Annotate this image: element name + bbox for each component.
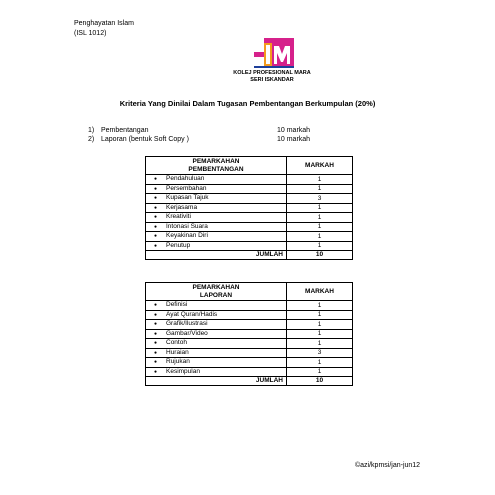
criterion-label: [146, 310, 287, 320]
table-row: [146, 348, 353, 358]
criterion-label: [146, 175, 287, 185]
college-name-line2: SERI ISKANDAR: [250, 77, 294, 83]
criterion-label: [146, 232, 287, 242]
course-code: (ISL 1012): [74, 29, 107, 37]
bullet-icon: ●: [154, 242, 158, 249]
criterion-label: [146, 184, 287, 194]
header-line: LAPORAN: [199, 291, 233, 299]
copyright-footer: ©azi/kpmsi/jan-jun12: [355, 462, 421, 469]
table-header-row: [146, 283, 353, 301]
bullet-icon: ●: [154, 195, 158, 201]
criterion-marks: 1: [287, 339, 353, 349]
bullet-icon: ●: [154, 302, 158, 308]
report-marks-table: [145, 282, 353, 386]
table-row: [146, 232, 353, 242]
criterion-label: [146, 329, 287, 339]
table-header-row: [146, 157, 353, 175]
criterion-marks: 1: [287, 203, 353, 213]
criterion-text: Intonasi Suara: [166, 222, 208, 230]
criteria-number: 1): [88, 127, 95, 134]
total-label: JUMLAH: [146, 251, 287, 260]
criterion-label: [146, 301, 287, 311]
table-header-marks: MARKAH: [287, 283, 353, 301]
table-row: [146, 222, 353, 232]
criterion-text: Kerjasama: [166, 203, 198, 211]
table-row: [146, 320, 353, 330]
criterion-marks: 1: [287, 222, 353, 232]
criterion-text: Gambar/Video: [166, 329, 208, 337]
criteria-name: Laporan (bentuk Soft Copy ): [101, 136, 189, 143]
criterion-label: [146, 194, 287, 204]
bullet-icon: ●: [154, 340, 158, 346]
criteria-marks: 10 markah: [277, 136, 311, 143]
criterion-text: Kreativiti: [166, 213, 191, 220]
criterion-marks: 1: [287, 320, 353, 330]
criterion-label: [146, 348, 287, 358]
criterion-text: Pendahuluan: [166, 175, 205, 182]
criterion-marks: 1: [287, 310, 353, 320]
criterion-label: [146, 241, 287, 251]
document-title: Kriteria Yang Dinilai Dalam Tugasan Pembentangan Berkumpulan (20%): [119, 99, 376, 108]
criteria-marks: 10 markah: [277, 127, 311, 134]
bullet-icon: ●: [154, 311, 158, 318]
course-name: Penghayatan Islam: [74, 20, 134, 27]
criterion-label: [146, 367, 287, 377]
total-value: 10: [287, 377, 353, 386]
total-label: JUMLAH: [146, 377, 287, 386]
criterion-text: Rujukan: [166, 358, 190, 365]
bullet-icon: ●: [154, 321, 158, 327]
bullet-icon: ●: [154, 214, 158, 220]
table-row: [146, 367, 353, 377]
table-row: [146, 184, 353, 194]
criterion-label: [146, 203, 287, 213]
criterion-text: Penutup: [166, 241, 191, 249]
table-row: [146, 329, 353, 339]
bullet-icon: ●: [154, 185, 158, 192]
criterion-text: Definisi: [166, 301, 188, 308]
presentation-marks-table: [145, 156, 353, 260]
college-logo: [254, 38, 294, 70]
table-row: [146, 241, 353, 251]
criteria-name: Pembentangan: [101, 127, 149, 134]
criterion-marks: 1: [287, 358, 353, 368]
table-header-category: [146, 283, 287, 301]
criteria-list: [88, 126, 310, 144]
criterion-text: Huraian: [166, 348, 189, 356]
table-row: [146, 203, 353, 213]
table-row: [146, 358, 353, 368]
total-row: [146, 377, 353, 386]
criterion-label: [146, 320, 287, 330]
criteria-number: 2): [88, 136, 95, 143]
criterion-label: [146, 339, 287, 349]
criteria-item: [88, 126, 310, 135]
bullet-icon: ●: [154, 330, 158, 337]
criterion-marks: 1: [287, 241, 353, 251]
criterion-label: [146, 213, 287, 223]
table-row: [146, 175, 353, 185]
college-name: [222, 70, 322, 84]
bullet-icon: ●: [154, 204, 158, 211]
criterion-text: Kesimpulan: [166, 367, 200, 375]
criterion-marks: 1: [287, 184, 353, 194]
criterion-text: Contoh: [166, 339, 187, 346]
table-row: [146, 194, 353, 204]
total-row: [146, 251, 353, 260]
criterion-marks: 1: [287, 175, 353, 185]
header-line: PEMARKAHAN: [192, 158, 240, 165]
criterion-marks: 1: [287, 213, 353, 223]
criterion-marks: 3: [287, 348, 353, 358]
table-row: [146, 339, 353, 349]
table-row: [146, 310, 353, 320]
total-value: 10: [287, 251, 353, 260]
table-row: [146, 213, 353, 223]
criterion-marks: 1: [287, 367, 353, 377]
bullet-icon: ●: [154, 349, 158, 356]
criterion-marks: 1: [287, 232, 353, 242]
criterion-marks: 3: [287, 194, 353, 204]
criterion-marks: 1: [287, 301, 353, 311]
college-name-line1: KOLEJ PROFESIONAL MARA: [233, 70, 311, 76]
criterion-label: [146, 222, 287, 232]
table-header-category: [146, 157, 287, 175]
table-row: [146, 301, 353, 311]
bullet-icon: ●: [154, 176, 158, 182]
criterion-text: Grafik/Ilustrasi: [166, 320, 208, 327]
header-line: PEMARKAHAN: [192, 284, 240, 291]
criterion-text: Keyakinan Diri: [166, 232, 208, 239]
table-header-marks: MARKAH: [287, 157, 353, 175]
criterion-marks: 1: [287, 329, 353, 339]
bullet-icon: ●: [154, 368, 158, 375]
bullet-icon: ●: [154, 359, 158, 365]
criterion-text: Kupasan Tajuk: [166, 194, 209, 201]
criteria-item: [88, 135, 310, 144]
criterion-label: [146, 358, 287, 368]
criterion-text: Ayat Quran/Hadis: [166, 310, 218, 318]
criterion-text: Persembahan: [166, 184, 207, 192]
course-header: [74, 19, 134, 38]
bullet-icon: ●: [154, 233, 158, 239]
bullet-icon: ●: [154, 223, 158, 230]
header-line: PEMBENTANGAN: [188, 165, 244, 173]
